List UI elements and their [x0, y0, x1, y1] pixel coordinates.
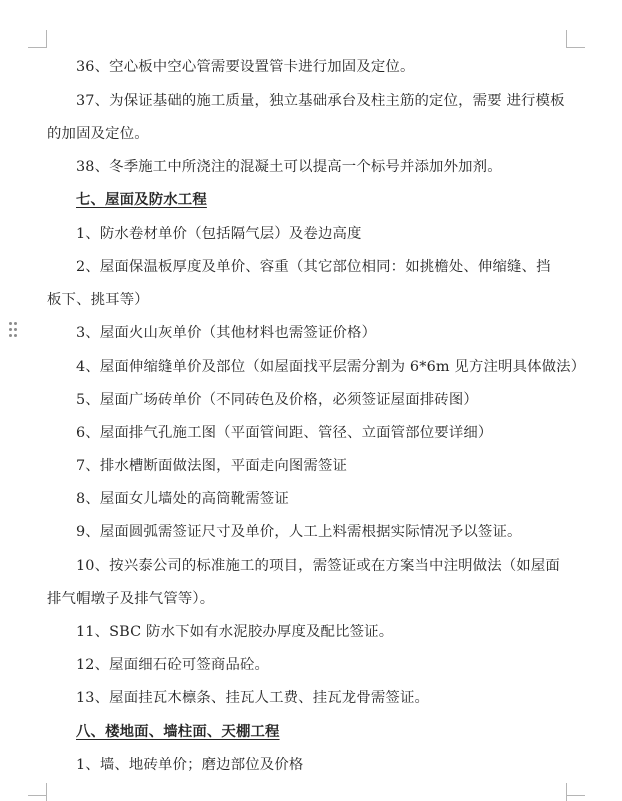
paragraph-item-36: 36、空心板中空心管需要设置管卡进行加固及定位。 [76, 59, 415, 75]
list-item-7-5: 5、屋面广场砖单价（不同砖色及价格，必须签证屋面排砖图） [76, 392, 478, 408]
list-item-7-13: 13、屋面挂瓦木檩条、挂瓦人工费、挂瓦龙骨需签证。 [76, 690, 430, 706]
corner-mark-top-right-h [567, 47, 585, 48]
paragraph-item-37-continuation: 的加固及定位。 [47, 126, 149, 142]
corner-mark-top-left-v [46, 30, 47, 48]
list-item-7-12: 12、屋面细石砼可签商品砼。 [76, 657, 270, 673]
list-item-7-2-continuation: 板下、挑耳等） [47, 292, 149, 308]
list-item-7-11: 11、SBC 防水下如有水泥胶办厚度及配比签证。 [76, 624, 394, 640]
list-item-7-2: 2、屋面保温板厚度及单价、容重（其它部位相同：如挑檐处、伸缩缝、挡 [76, 259, 551, 275]
list-item-7-4: 4、屋面伸缩缝单价及部位（如屋面找平层需分割为 6*6m 见方注明具体做法） [76, 359, 586, 375]
corner-mark-bottom-right-v [566, 783, 567, 801]
section-heading-8: 八、楼地面、墙柱面、天棚工程 [76, 723, 280, 740]
paragraph-item-37: 37、为保证基础的施工质量，独立基础承台及柱主筋的定位，需要 进行模板 [76, 93, 565, 109]
paragraph-drag-handle-icon[interactable] [9, 322, 19, 340]
list-item-7-6: 6、屋面排气孔施工图（平面管间距、管径、立面管部位要详细） [76, 425, 493, 441]
list-item-7-10: 10、按兴泰公司的标准施工的项目，需签证或在方案当中注明做法（如屋面 [76, 558, 560, 574]
list-item-7-9: 9、屋面圆弧需签证尺寸及单价，人工上料需根据实际情况予以签证。 [76, 524, 522, 540]
list-item-7-10-continuation: 排气帽墩子及排气管等）。 [47, 591, 215, 607]
list-item-7-1: 1、防水卷材单价（包括隔气层）及卷边高度 [76, 226, 362, 242]
list-item-7-3: 3、屋面火山灰单价（其他材料也需签证价格） [76, 325, 377, 341]
list-item-8-1: 1、墙、地砖单价；磨边部位及价格 [76, 757, 304, 773]
section-heading-7: 七、屋面及防水工程 [76, 191, 207, 208]
corner-mark-top-left-h [28, 47, 46, 48]
list-item-7-8: 8、屋面女儿墙处的高筒靴需签证 [76, 491, 289, 507]
corner-mark-bottom-right-h [567, 795, 585, 796]
corner-mark-bottom-left-h [28, 795, 46, 796]
corner-mark-bottom-left-v [46, 783, 47, 801]
list-item-7-7: 7、排水槽断面做法图，平面走向图需签证 [76, 458, 348, 474]
paragraph-item-38: 38、冬季施工中所浇注的混凝土可以提高一个标号并添加外加剂。 [76, 159, 502, 175]
corner-mark-top-right-v [566, 30, 567, 48]
